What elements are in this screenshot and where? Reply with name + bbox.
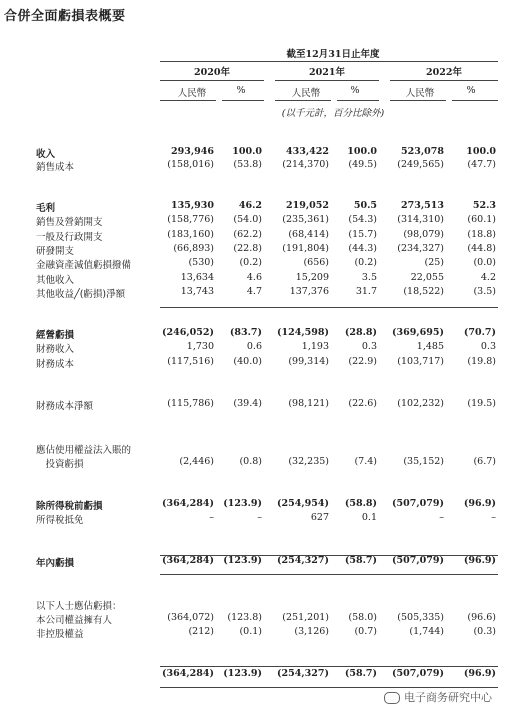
units-note: (以千元計，百分比除外) <box>281 108 385 119</box>
percent-cell: (58.7) <box>344 555 377 566</box>
amount-cell: (530) <box>188 257 214 268</box>
percent-cell: 4.2 <box>480 272 496 283</box>
percent-cell: (96.6) <box>467 612 496 623</box>
amount-cell: (214,370) <box>282 159 329 170</box>
percent-cell: (0.2) <box>354 257 377 268</box>
row-label: 經營虧損 <box>36 330 75 341</box>
watermark <box>384 689 492 705</box>
table-row <box>0 512 506 525</box>
percent-cell: (123.9) <box>223 498 262 509</box>
row-label: 研發開支 <box>36 246 75 257</box>
amount-cell: (251,201) <box>282 612 329 623</box>
pct-header-2022: % <box>466 85 476 96</box>
percent-cell: (0.7) <box>354 626 377 637</box>
percent-cell: (62.2) <box>233 229 262 240</box>
amount-cell: 1,730 <box>186 341 214 352</box>
amount-cell: 15,209 <box>295 272 329 283</box>
percent-cell: (54.0) <box>233 214 262 225</box>
year-2021-header: 2021年 <box>309 67 345 78</box>
percent-cell: (18.8) <box>467 229 496 240</box>
percent-cell: 0.1 <box>361 512 377 523</box>
percent-cell: (0.0) <box>473 257 496 268</box>
percent-cell: 0.6 <box>246 341 262 352</box>
row-label: 毛利 <box>36 203 56 214</box>
amount-cell: 22,055 <box>410 272 444 283</box>
row-label: 財務成本淨額 <box>36 401 94 412</box>
percent-cell: (49.5) <box>348 159 377 170</box>
amount-cell: (32,235) <box>288 456 329 467</box>
percent-cell: (83.7) <box>229 327 262 338</box>
table-row <box>0 229 506 242</box>
percent-cell: 0.3 <box>480 341 496 352</box>
amount-cell: (99,314) <box>288 356 329 367</box>
amount-cell: 523,078 <box>401 146 444 157</box>
amount-cell: (234,327) <box>397 243 444 254</box>
amount-cell: (314,310) <box>397 214 444 225</box>
col-underline-2020a <box>160 100 216 101</box>
year-2020-underline <box>160 80 264 81</box>
row-label: 一般及行政開支 <box>36 232 103 243</box>
percent-cell: (123.8) <box>227 612 262 623</box>
row-label: 所得稅抵免 <box>36 515 84 526</box>
percent-cell: (54.3) <box>348 214 377 225</box>
table-row <box>0 214 506 227</box>
col-underline-2020b <box>222 100 264 101</box>
amount-cell: (364,072) <box>167 612 214 623</box>
amount-cell: (212) <box>188 626 214 637</box>
percent-cell: (3.5) <box>473 286 496 297</box>
amount-cell: (158,776) <box>167 214 214 225</box>
amount-cell: (98,079) <box>403 229 444 240</box>
row-label: 財務收入 <box>36 344 75 355</box>
percent-cell: 100.0 <box>466 146 496 157</box>
row-label: 其他收入 <box>36 275 75 286</box>
period-underline <box>160 61 498 62</box>
table-row <box>0 257 506 270</box>
percent-cell: – <box>491 512 496 523</box>
amount-cell: (183,160) <box>167 229 214 240</box>
percent-cell: (58.8) <box>344 498 377 509</box>
amount-cell: 1,193 <box>301 341 329 352</box>
percent-cell: 0.3 <box>361 341 377 352</box>
amount-cell: (98,121) <box>288 398 329 409</box>
amount-cell: (68,414) <box>288 229 329 240</box>
amount-cell: 13,634 <box>180 272 214 283</box>
row-label: 銷售及營銷開支 <box>36 217 103 228</box>
year-2022-header: 2022年 <box>426 67 462 78</box>
amount-cell: (103,717) <box>397 356 444 367</box>
amount-cell: (246,052) <box>162 327 214 338</box>
amount-cell: (249,565) <box>397 159 444 170</box>
percent-cell: (58.0) <box>348 612 377 623</box>
pct-header-2020: % <box>236 85 246 96</box>
amount-cell: (507,079) <box>392 498 444 509</box>
subtotal-line-3 <box>160 307 498 308</box>
amount-cell: (235,361) <box>282 214 329 225</box>
row-label: 銷售成本 <box>36 162 75 173</box>
table-row <box>0 598 506 611</box>
amount-cell: 135,930 <box>171 200 214 211</box>
table-row <box>0 146 506 159</box>
total-line-top <box>160 555 498 556</box>
amount-cell: (364,284) <box>162 668 214 679</box>
col-underline-2021a <box>275 100 331 101</box>
amount-cell: – <box>439 512 444 523</box>
table-row <box>0 243 506 256</box>
percent-cell: (19.5) <box>467 398 496 409</box>
percent-cell: (44.3) <box>348 243 377 254</box>
percent-cell: 4.7 <box>246 286 262 297</box>
amount-cell: (102,232) <box>397 398 444 409</box>
table-row <box>0 272 506 285</box>
percent-cell: 50.5 <box>353 200 377 211</box>
amount-cell: (505,335) <box>397 612 444 623</box>
final-total-line-bottom <box>160 687 498 688</box>
row-label: 收入 <box>36 149 56 160</box>
statement-title: 合併全面虧損表概要 <box>4 9 126 24</box>
final-total-line-top <box>160 666 498 667</box>
currency-header-2022: 人民幣 <box>405 88 435 99</box>
percent-cell: (22.8) <box>233 243 262 254</box>
year-2022-underline <box>390 80 498 81</box>
amount-cell: (369,695) <box>392 327 444 338</box>
amount-cell: (507,079) <box>392 555 444 566</box>
row-label: 應佔使用權益法入賬的 <box>36 445 132 456</box>
wechat-icon <box>384 692 400 704</box>
percent-cell: (53.8) <box>233 159 262 170</box>
amount-cell: (254,327) <box>277 668 329 679</box>
percent-cell: (123.9) <box>223 668 262 679</box>
table-row <box>0 555 506 568</box>
pct-header-2021: % <box>350 85 360 96</box>
amount-cell: (124,598) <box>277 327 329 338</box>
amount-cell: (507,079) <box>392 668 444 679</box>
table-row <box>0 668 506 681</box>
table-row <box>0 341 506 354</box>
amount-cell: 273,513 <box>401 200 444 211</box>
percent-cell: (0.1) <box>239 626 262 637</box>
amount-cell: 137,376 <box>289 286 329 297</box>
col-underline-2022a <box>390 100 446 101</box>
row-label: 財務成本 <box>36 359 75 370</box>
table-row <box>0 612 506 625</box>
percent-cell: (0.3) <box>473 626 496 637</box>
amount-cell: 13,743 <box>180 286 214 297</box>
amount-cell: 219,052 <box>286 200 329 211</box>
watermark-text: 电子商务研究中心 <box>404 691 492 704</box>
amount-cell: – <box>209 512 214 523</box>
percent-cell: 3.5 <box>361 272 377 283</box>
percent-cell: (28.8) <box>344 327 377 338</box>
percent-cell: (0.8) <box>239 456 262 467</box>
table-row <box>0 356 506 369</box>
percent-cell: 52.3 <box>472 200 496 211</box>
amount-cell: (364,284) <box>162 555 214 566</box>
percent-cell: (39.4) <box>233 398 262 409</box>
row-label: 投資虧損 <box>36 459 84 470</box>
amount-cell: (3,126) <box>294 626 329 637</box>
table-row <box>0 442 506 455</box>
percent-cell: (44.8) <box>467 243 496 254</box>
percent-cell: (22.9) <box>348 356 377 367</box>
percent-cell: (58.7) <box>344 668 377 679</box>
amount-cell: (254,954) <box>277 498 329 509</box>
amount-cell: (25) <box>424 257 444 268</box>
percent-cell: 31.7 <box>355 286 377 297</box>
table-row <box>0 200 506 213</box>
percent-cell: 100.0 <box>232 146 262 157</box>
currency-header-2020: 人民幣 <box>177 88 207 99</box>
table-row <box>0 456 506 469</box>
amount-cell: (1,744) <box>409 626 444 637</box>
percent-cell: (40.0) <box>233 356 262 367</box>
year-2020-header: 2020年 <box>194 67 230 78</box>
row-label: 以下人士應佔虧損： <box>36 601 122 612</box>
amount-cell: 293,946 <box>171 146 214 157</box>
table-row <box>0 626 506 639</box>
table-row <box>0 498 506 511</box>
row-label: 本公司權益擁有人 <box>36 615 113 626</box>
amount-cell: (364,284) <box>162 498 214 509</box>
amount-cell: (115,786) <box>167 398 214 409</box>
amount-cell: (117,516) <box>167 356 214 367</box>
percent-cell: (123.9) <box>223 555 262 566</box>
col-underline-2021b <box>337 100 379 101</box>
amount-cell: 627 <box>310 512 329 523</box>
row-label: 除所得稅前虧損 <box>36 501 103 512</box>
amount-cell: (254,327) <box>277 555 329 566</box>
percent-cell: (47.7) <box>467 159 496 170</box>
percent-cell: 46.2 <box>238 200 262 211</box>
amount-cell: (656) <box>303 257 329 268</box>
row-label: 金融資產減值虧損撥備 <box>36 260 132 271</box>
percent-cell: 4.6 <box>246 272 262 283</box>
currency-header-2021: 人民幣 <box>291 88 321 99</box>
percent-cell: 100.0 <box>347 146 377 157</box>
percent-cell: (96.9) <box>463 668 496 679</box>
percent-cell: (60.1) <box>467 214 496 225</box>
table-row <box>0 398 506 411</box>
row-label: 年內虧損 <box>36 558 75 569</box>
period-header: 截至12月31日止年度 <box>286 49 380 60</box>
year-2021-underline <box>275 80 379 81</box>
row-label: 非控股權益 <box>36 629 84 640</box>
col-underline-2022b <box>452 100 498 101</box>
amount-cell: (18,522) <box>403 286 444 297</box>
percent-cell: (6.7) <box>473 456 496 467</box>
amount-cell: (191,804) <box>282 243 329 254</box>
percent-cell: (19.8) <box>467 356 496 367</box>
total-line-bottom <box>160 574 498 575</box>
table-row <box>0 286 506 299</box>
table-row <box>0 159 506 172</box>
amount-cell: (2,446) <box>179 456 214 467</box>
percent-cell: (15.7) <box>348 229 377 240</box>
percent-cell: (96.9) <box>463 555 496 566</box>
amount-cell: (158,016) <box>167 159 214 170</box>
percent-cell: (96.9) <box>463 498 496 509</box>
row-label: 其他收益╱(虧損)淨額 <box>36 289 126 300</box>
amount-cell: 433,422 <box>286 146 329 157</box>
percent-cell: (0.2) <box>239 257 262 268</box>
amount-cell: (66,893) <box>173 243 214 254</box>
amount-cell: (35,152) <box>403 456 444 467</box>
percent-cell: (70.7) <box>463 327 496 338</box>
amount-cell: 1,485 <box>416 341 444 352</box>
table-row <box>0 327 506 340</box>
percent-cell: (22.6) <box>348 398 377 409</box>
percent-cell: – <box>257 512 262 523</box>
percent-cell: (7.4) <box>354 456 377 467</box>
